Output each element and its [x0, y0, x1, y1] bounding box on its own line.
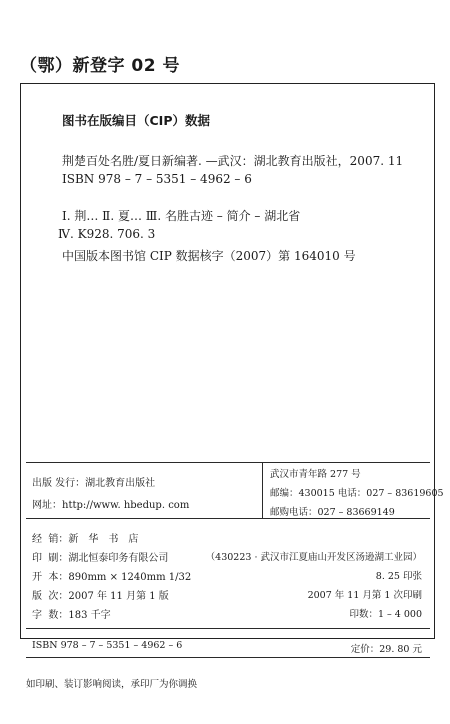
bottom-isbn: ISBN 978 – 7 – 5351 – 4962 – 6 [32, 640, 183, 651]
divider-publisher-top [26, 462, 430, 463]
cip-title-line: 荆楚百处名胜/夏日新编著. —武汉：湖北教育出版社，2007. 11 [62, 154, 404, 168]
divider-publisher-bottom [26, 518, 430, 519]
divider-isbn [26, 628, 430, 629]
cip-subject-line: Ⅰ. 荆… Ⅱ. 夏… Ⅲ. 名胜古迹 – 简介 – 湖北省 [62, 209, 301, 223]
cip-record-line: 中国版本图书馆 CIP 数据核字（2007）第 164010 号 [62, 249, 356, 263]
price: 定价：29. 80 元 [350, 644, 422, 655]
printer-address: （430223 · 武汉市江夏庙山开发区汤逊湖工业园） [205, 552, 422, 563]
cip-classification-line: Ⅳ. K928. 706. 3 [58, 227, 156, 241]
detail-row-word-count: 字 数：183 千字 [32, 610, 111, 621]
detail-row-edition: 版 次：2007 年 11 月第 1 版 [32, 591, 169, 602]
detail-row-printer: 印 刷：湖北恒泰印务有限公司 [32, 553, 169, 564]
detail-row-distributor: 经 销：新 华 书 店 [32, 534, 139, 545]
printing-date: 2007 年 11 月第 1 次印刷 [307, 590, 422, 601]
publisher-address: 武汉市青年路 277 号 [270, 469, 361, 480]
printed-sheets: 8. 25 印张 [375, 571, 422, 582]
detail-row-format: 开 本：890mm × 1240mm 1/32 [32, 572, 192, 583]
divider-publisher-vertical [262, 462, 263, 518]
registration-number: （鄂）新登字 02 号 [20, 56, 180, 76]
publisher-label: 出版 发行：湖北教育出版社 [32, 478, 156, 489]
footer-note: 如印刷、装订影响阅读，承印厂为你调换 [26, 679, 198, 690]
divider-price [26, 657, 430, 658]
publisher-website: 网址：http://www. hbedup. com [32, 500, 190, 511]
publisher-mail-phone: 邮购电话：027 – 83669149 [270, 507, 395, 518]
publisher-postcode-phone: 邮编：430015 电话：027 – 83619605 [270, 488, 444, 499]
cip-isbn-line: ISBN 978 – 7 – 5351 – 4962 – 6 [62, 172, 252, 186]
cip-heading: 图书在版编目（CIP）数据 [62, 113, 210, 128]
print-run: 印数：1 – 4 000 [349, 609, 422, 620]
